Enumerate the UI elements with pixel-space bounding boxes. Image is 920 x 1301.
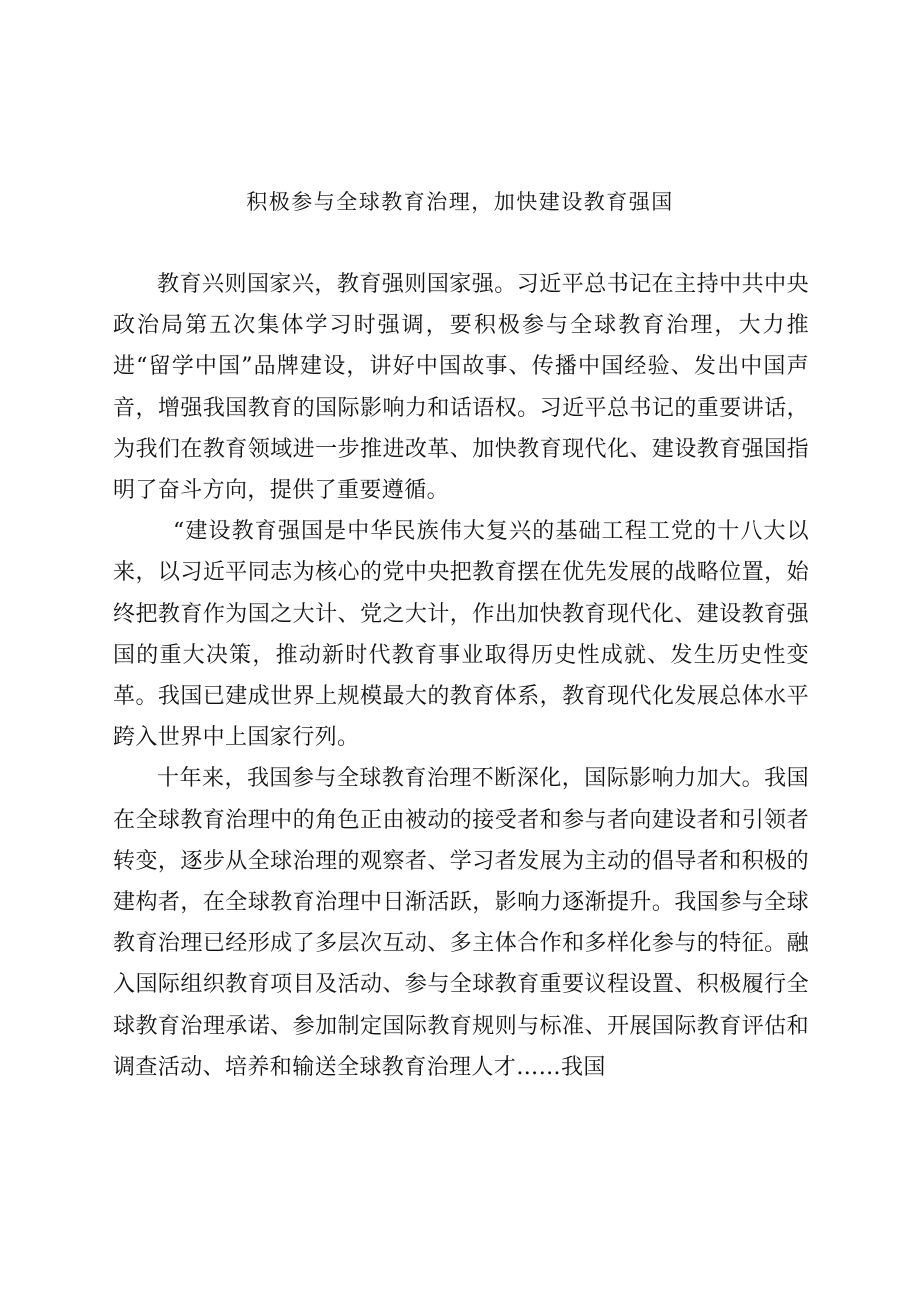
paragraph-education-power: “建设教育强国是中华民族伟大复兴的基础工程工党的十八大以来，以习近平同志为核心的党中央把教育摆在优先发展的战略位置，始终把教育作为国之大计、党之大计，作出加快教育现代化、建设教育强国的重大决策，推动新时代教育事业取得历史性成就、发生历史性变革。我国已建成世界上规模最大的教育体系，教育现代化发展总体水平跨入世界中上国家行列。 <box>113 519 809 751</box>
paragraph-intro: 教育兴则国家兴，教育强则国家强。习近平总书记在主持中共中央政治局第五次集体学习时强调，要积极参与全球教育治理，大力推进“留学中国”品牌建设，讲好中国故事、传播中国经验、发出中国声音，增强我国教育的国际影响力和话语权。习近平总书记的重要讲话，为我们在教育领域进一步推进改革、加快教育现代化、建设教育强国指明了奋斗方向，提供了重要遵循。 <box>113 272 809 504</box>
document-body <box>113 264 809 1088</box>
document-title: 积极参与全球教育治理，加快建设教育强国 <box>246 190 674 214</box>
paragraph-global-governance: 十年来，我国参与全球教育治理不断深化，国际影响力加大。我国在全球教育治理中的角色正由被动的接受者和参与者向建设者和引领者转变，逐步从全球治理的观察者、学习者发展为主动的倡导者和积极的建构者，在全球教育治理中日渐活跃，影响力逐渐提升。我国参与全球教育治理已经形成了多层次互动、多主体合作和多样化参与的特征。融入国际组织教育项目及活动、参与全球教育重要议程设置、积极履行全球教育治理承诺、参加制定国际教育规则与标准、开展国际教育评估和调查活动、培养和输送全球教育治理人才……我国 <box>113 766 809 1080</box>
